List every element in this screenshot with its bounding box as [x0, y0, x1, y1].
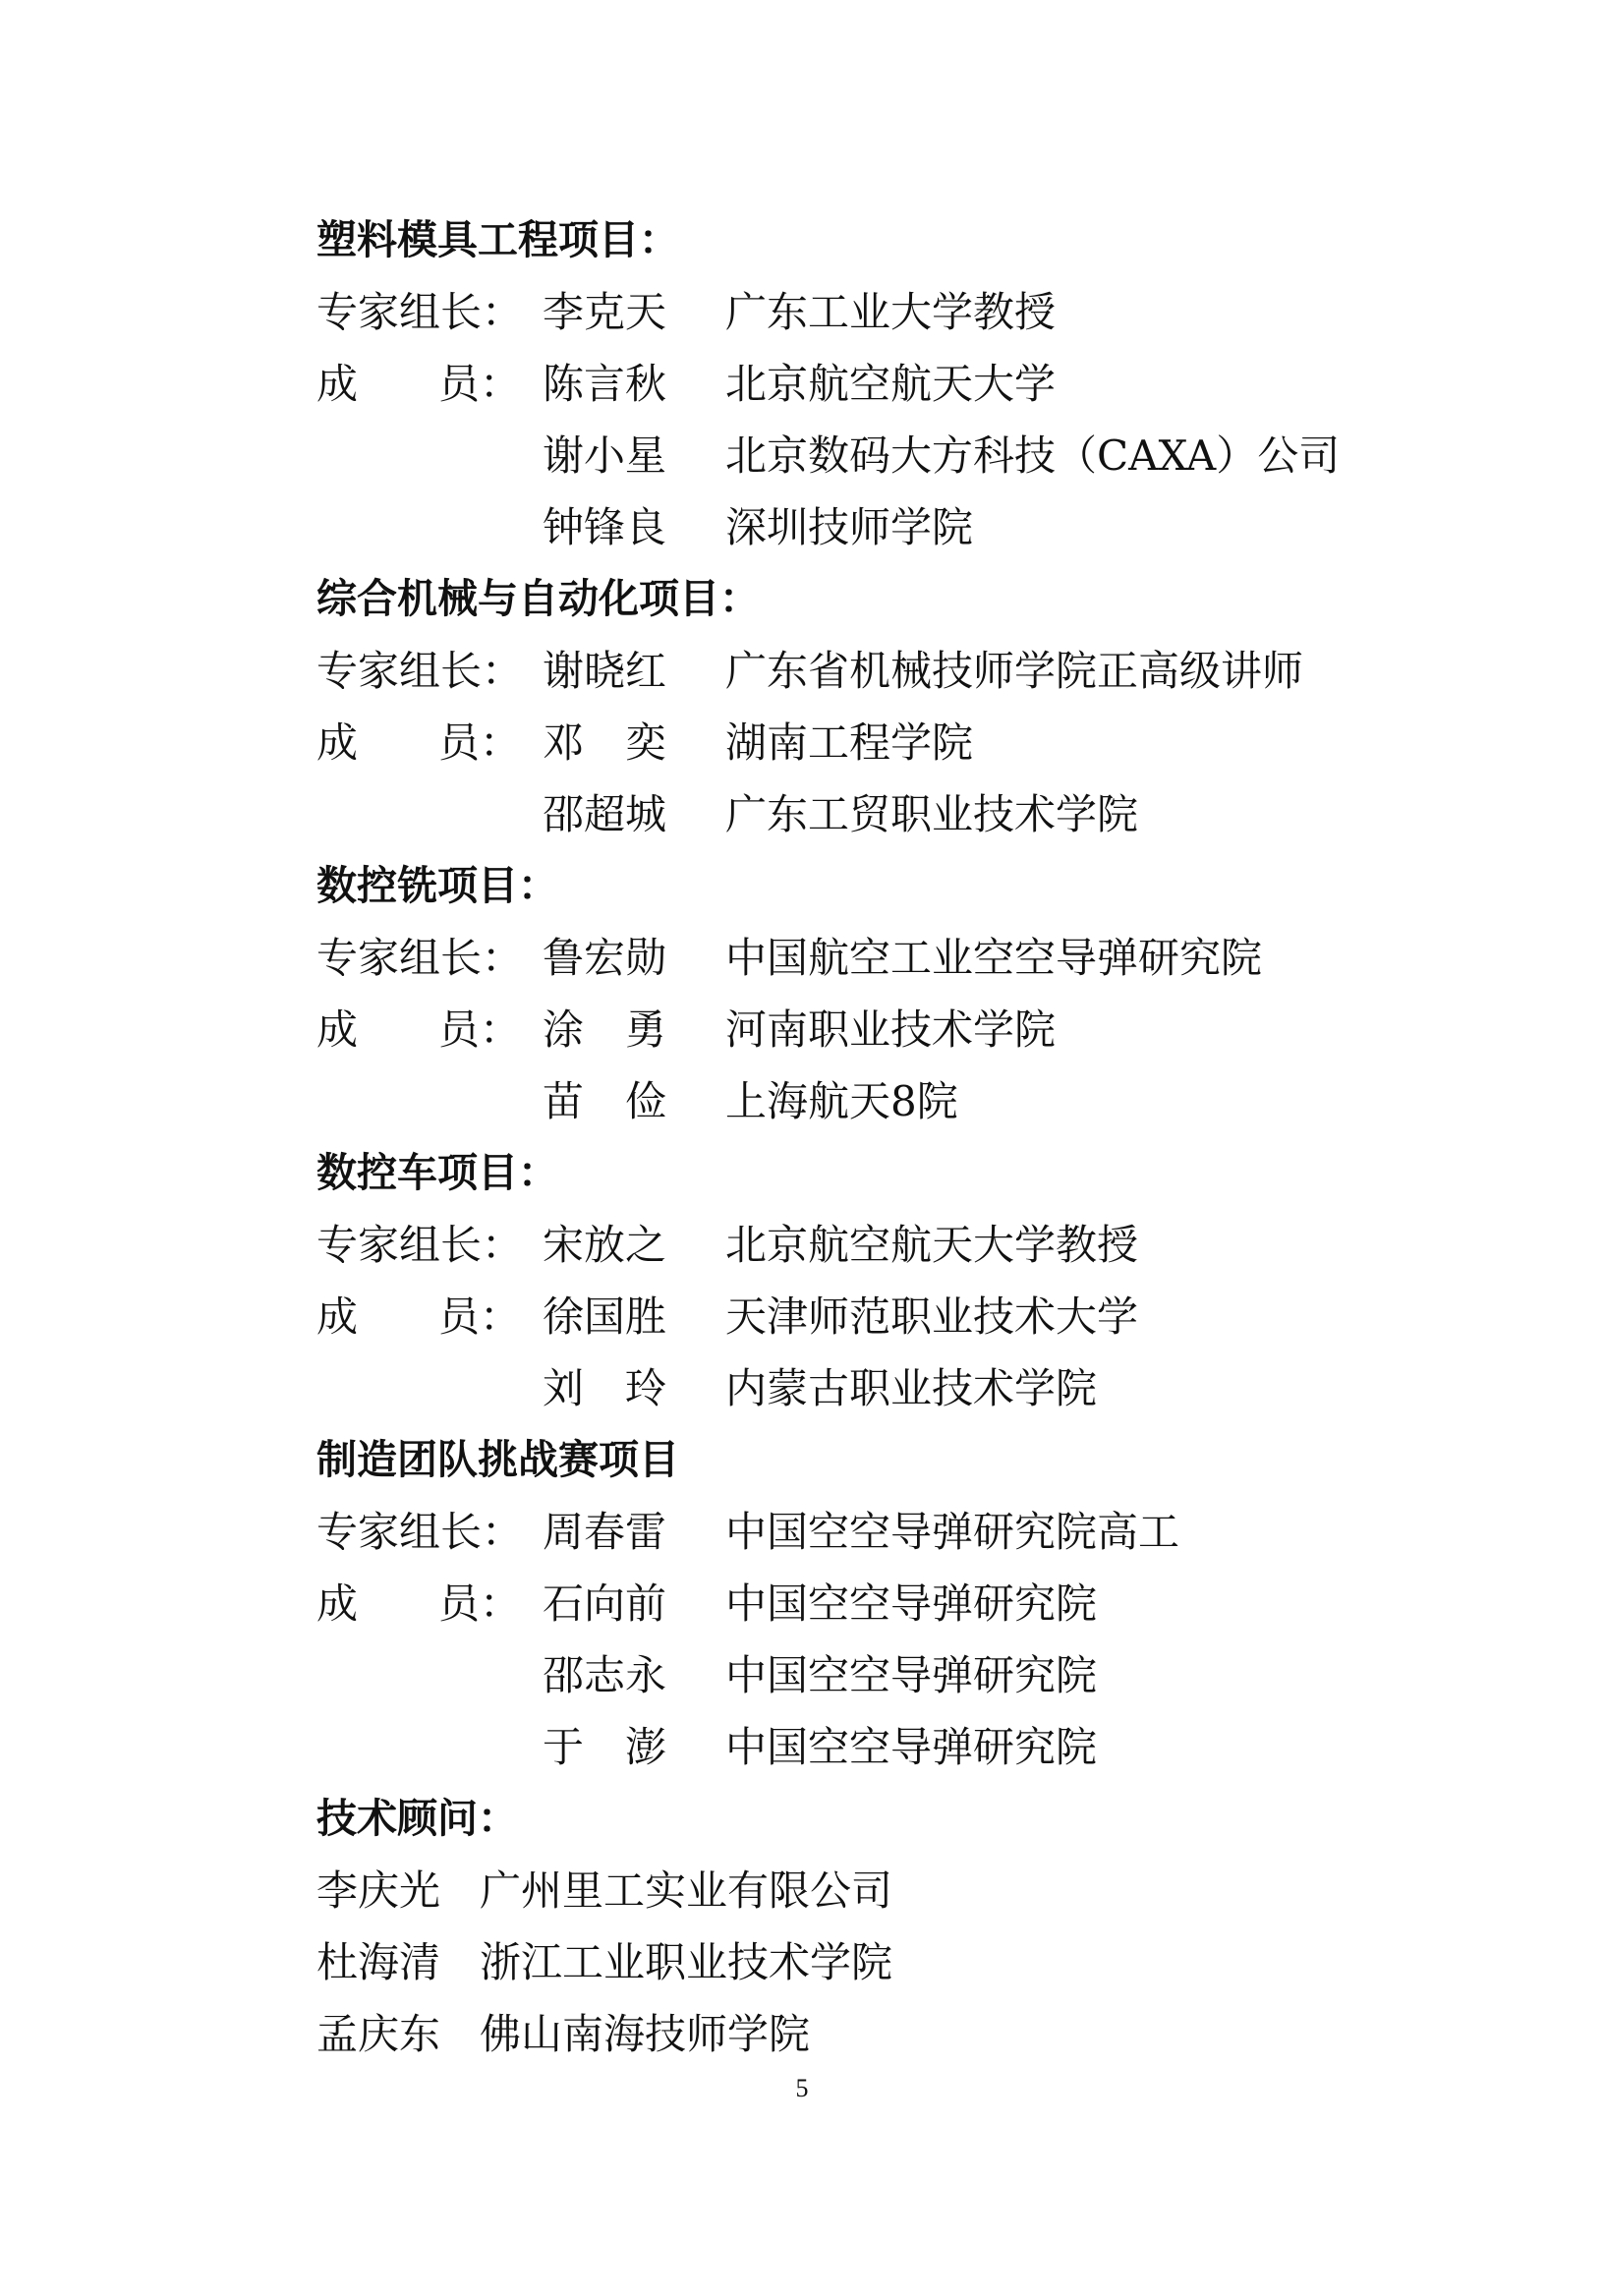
member-name: 陈言秋 [543, 360, 667, 408]
member-label-char2: 员： [438, 360, 522, 408]
leader-org: 中国空空导弹研究院高工 [725, 1508, 1180, 1556]
member-row [316, 778, 1398, 850]
member-name: 刘 玲 [543, 1364, 667, 1412]
leader-label: 专家组长： [316, 1221, 524, 1269]
leader-org: 北京航空航天大学教授 [725, 1221, 1139, 1269]
member-org: 中国空空导弹研究院 [725, 1723, 1098, 1771]
section-title: 制造团队挑战赛项目 [316, 1436, 679, 1483]
leader-name: 宋放之 [543, 1221, 667, 1269]
member-org: 上海航天8院 [725, 1077, 958, 1125]
page-content [316, 204, 1398, 2070]
leader-org: 广东工业大学教授 [725, 288, 1057, 336]
advisor-row [316, 1855, 1398, 1926]
member-label-char2: 员： [438, 718, 522, 767]
member-org: 深圳技师学院 [725, 503, 974, 551]
leader-label: 专家组长： [316, 934, 524, 982]
section-title: 塑料模具工程项目： [316, 216, 679, 263]
member-org: 内蒙古职业技术学院 [725, 1364, 1098, 1412]
member-org: 广东工贸职业技术学院 [725, 790, 1139, 838]
page-number: 5 [795, 2074, 809, 2102]
leader-row [316, 635, 1398, 707]
advisor-row [316, 1926, 1398, 1998]
leader-row [316, 276, 1398, 348]
member-name: 涂 勇 [543, 1005, 667, 1054]
leader-name: 谢晓红 [543, 647, 667, 695]
leader-label: 专家组长： [316, 647, 524, 695]
member-label-char1: 成 [316, 1292, 359, 1341]
member-org: 天津师范职业技术大学 [725, 1292, 1139, 1341]
leader-name: 李克天 [543, 288, 667, 336]
member-row [316, 1711, 1398, 1783]
member-org: 河南职业技术学院 [725, 1005, 1057, 1054]
member-org: 北京航空航天大学 [725, 360, 1057, 408]
member-row [316, 1568, 1398, 1639]
member-row [316, 491, 1398, 563]
member-label-char1: 成 [316, 718, 359, 767]
member-name: 邵志永 [543, 1651, 667, 1699]
member-label-char2: 员： [438, 1005, 522, 1054]
advisor-row [316, 1998, 1398, 2070]
section-title: 综合机械与自动化项目： [316, 575, 760, 622]
leader-org: 广东省机械技师学院正高级讲师 [725, 647, 1304, 695]
member-name: 谢小星 [543, 431, 667, 480]
leader-label: 专家组长： [316, 1508, 524, 1556]
advisor-org: 浙江工业职业技术学院 [480, 1938, 893, 1986]
member-org: 湖南工程学院 [725, 718, 974, 767]
leader-name: 鲁宏勋 [543, 934, 667, 982]
member-row [316, 420, 1398, 491]
member-row [316, 1639, 1398, 1711]
leader-row [316, 1496, 1398, 1568]
leader-org: 中国航空工业空空导弹研究院 [725, 934, 1263, 982]
advisor-name: 李庆光 [316, 1866, 441, 1915]
member-label-char1: 成 [316, 1579, 359, 1628]
member-org: 中国空空导弹研究院 [725, 1651, 1098, 1699]
member-row [316, 1281, 1398, 1352]
advisor-org: 广州里工实业有限公司 [480, 1866, 893, 1915]
leader-label: 专家组长： [316, 288, 524, 336]
leader-name: 周春雷 [543, 1508, 667, 1556]
section-title: 数控铣项目： [316, 862, 558, 909]
member-row [316, 994, 1398, 1065]
member-org: 中国空空导弹研究院 [725, 1579, 1098, 1628]
member-name: 徐国胜 [543, 1292, 667, 1341]
member-name: 钟锋良 [543, 503, 667, 551]
member-row [316, 1065, 1398, 1137]
advisors-title: 技术顾问： [316, 1795, 518, 1842]
member-row [316, 1352, 1398, 1424]
member-row [316, 348, 1398, 420]
advisor-name: 孟庆东 [316, 2010, 441, 2058]
advisor-org: 佛山南海技师学院 [480, 2010, 811, 2058]
member-row [316, 707, 1398, 778]
member-label-char2: 员： [438, 1579, 522, 1628]
member-name: 邵超城 [543, 790, 667, 838]
member-name: 石向前 [543, 1579, 667, 1628]
member-label-char1: 成 [316, 1005, 359, 1054]
advisor-name: 杜海清 [316, 1938, 441, 1986]
leader-row [316, 1209, 1398, 1281]
section-title: 数控车项目： [316, 1149, 558, 1196]
member-org: 北京数码大方科技（CAXA）公司 [725, 431, 1341, 480]
member-name: 邓 奕 [543, 718, 667, 767]
leader-row [316, 922, 1398, 994]
member-label-char1: 成 [316, 360, 359, 408]
member-name: 苗 俭 [543, 1077, 667, 1125]
member-label-char2: 员： [438, 1292, 522, 1341]
member-name: 于 澎 [543, 1723, 667, 1771]
